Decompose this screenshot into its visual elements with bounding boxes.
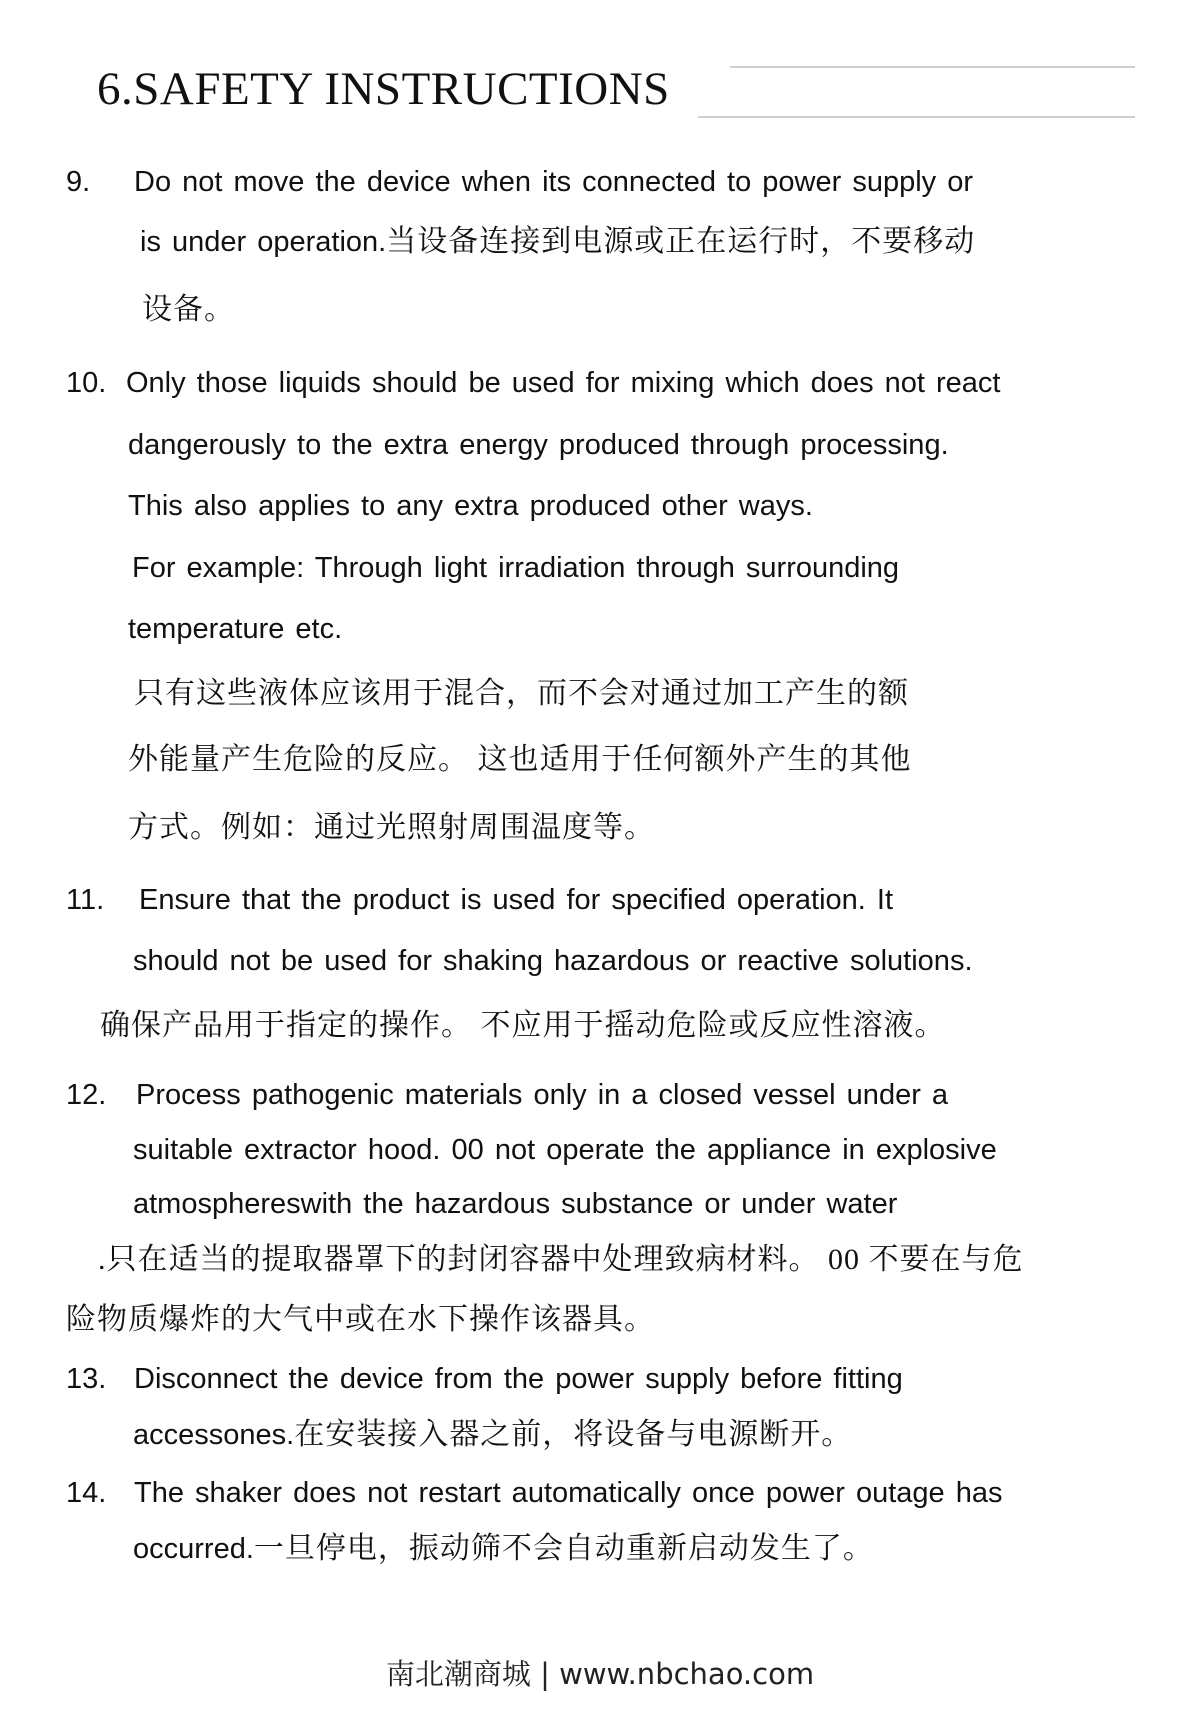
item-text-chinese: 一旦停电，振动筛不会自动重新启动发生了。	[253, 1532, 874, 1565]
item-11-line-2: should not be used for shaking hazardous or reactive solutions.	[133, 945, 973, 977]
item-text: is under operation.	[140, 226, 387, 258]
item-13-line-1	[66, 1361, 903, 1397]
item-10-line-4: For example: Through light irradiation through surrounding	[132, 552, 900, 584]
item-14-line-2	[133, 1531, 874, 1567]
item-10-line-3: This also applies to any extra produced other ways.	[128, 490, 813, 522]
item-12-line-1	[66, 1077, 948, 1113]
item-12-line-2: suitable extractor hood. 00 not operate the appliance in explosive	[133, 1134, 997, 1166]
item-text: Disconnect the device from the power supply before fitting	[134, 1363, 903, 1395]
item-text: Do not move the device when its connected to power supply or	[134, 166, 974, 198]
item-text: Process pathogenic materials only in a closed vessel under a	[136, 1079, 949, 1111]
item-10-line-2: dangerously to the extra energy produced through processing.	[128, 429, 949, 461]
item-12-line-4: .只在适当的提取器罩下的封闭容器中处理致病材料。 00 不要在与危	[98, 1243, 1024, 1276]
item-text: Only those liquids should be used for mixing which does not react	[126, 367, 1001, 399]
item-9-line-1	[66, 164, 973, 200]
item-text: The shaker does not restart automatically once power outage has	[134, 1477, 1003, 1509]
item-text-chinese: 在安装接入器之前，将设备与电源断开。	[294, 1418, 853, 1451]
item-9-line-2	[140, 224, 975, 260]
item-10-line-1	[66, 365, 1000, 401]
item-text: Ensure that the product is used for specified operation. It	[139, 884, 894, 916]
item-12-line-3: atmosphereswith the hazardous substance or under water	[133, 1188, 898, 1220]
item-number: 9.	[66, 166, 91, 198]
item-11-line-1	[66, 882, 893, 918]
item-9-line-3: 设备。	[142, 293, 235, 326]
item-text: accessones.	[133, 1419, 295, 1451]
item-number: 12.	[66, 1079, 107, 1111]
item-11-line-3: 确保产品用于指定的操作。 不应用于摇动危险或反应性溶液。	[100, 1009, 946, 1042]
item-14-line-1	[66, 1475, 1002, 1511]
header-rule-bottom	[698, 116, 1135, 118]
item-text: occurred.	[133, 1533, 254, 1565]
item-text-chinese: 当设备连接到电源或正在运行时，不要移动	[386, 225, 976, 258]
item-number: 13.	[66, 1363, 107, 1395]
site-footer: 南北潮商城 | www.nbchao.com	[385, 1657, 815, 1691]
item-number: 11.	[66, 884, 105, 916]
item-number: 14.	[66, 1477, 107, 1509]
item-13-line-2	[133, 1417, 852, 1453]
item-10-line-8: 方式。例如：通过光照射周围温度等。	[128, 811, 655, 844]
item-10-line-6: 只有这些液体应该用于混合，而不会对通过加工产生的额	[134, 677, 909, 710]
item-12-line-5: 险物质爆炸的大气中或在水下操作该器具。	[66, 1303, 655, 1336]
item-10-line-7: 外能量产生危险的反应。 这也适用于任何额外产生的其他	[128, 743, 912, 776]
item-number: 10.	[66, 367, 107, 399]
page-title: 6.SAFETY INSTRUCTIONS	[97, 63, 670, 115]
header-rule-top	[730, 66, 1135, 68]
item-10-line-5: temperature etc.	[128, 613, 343, 645]
